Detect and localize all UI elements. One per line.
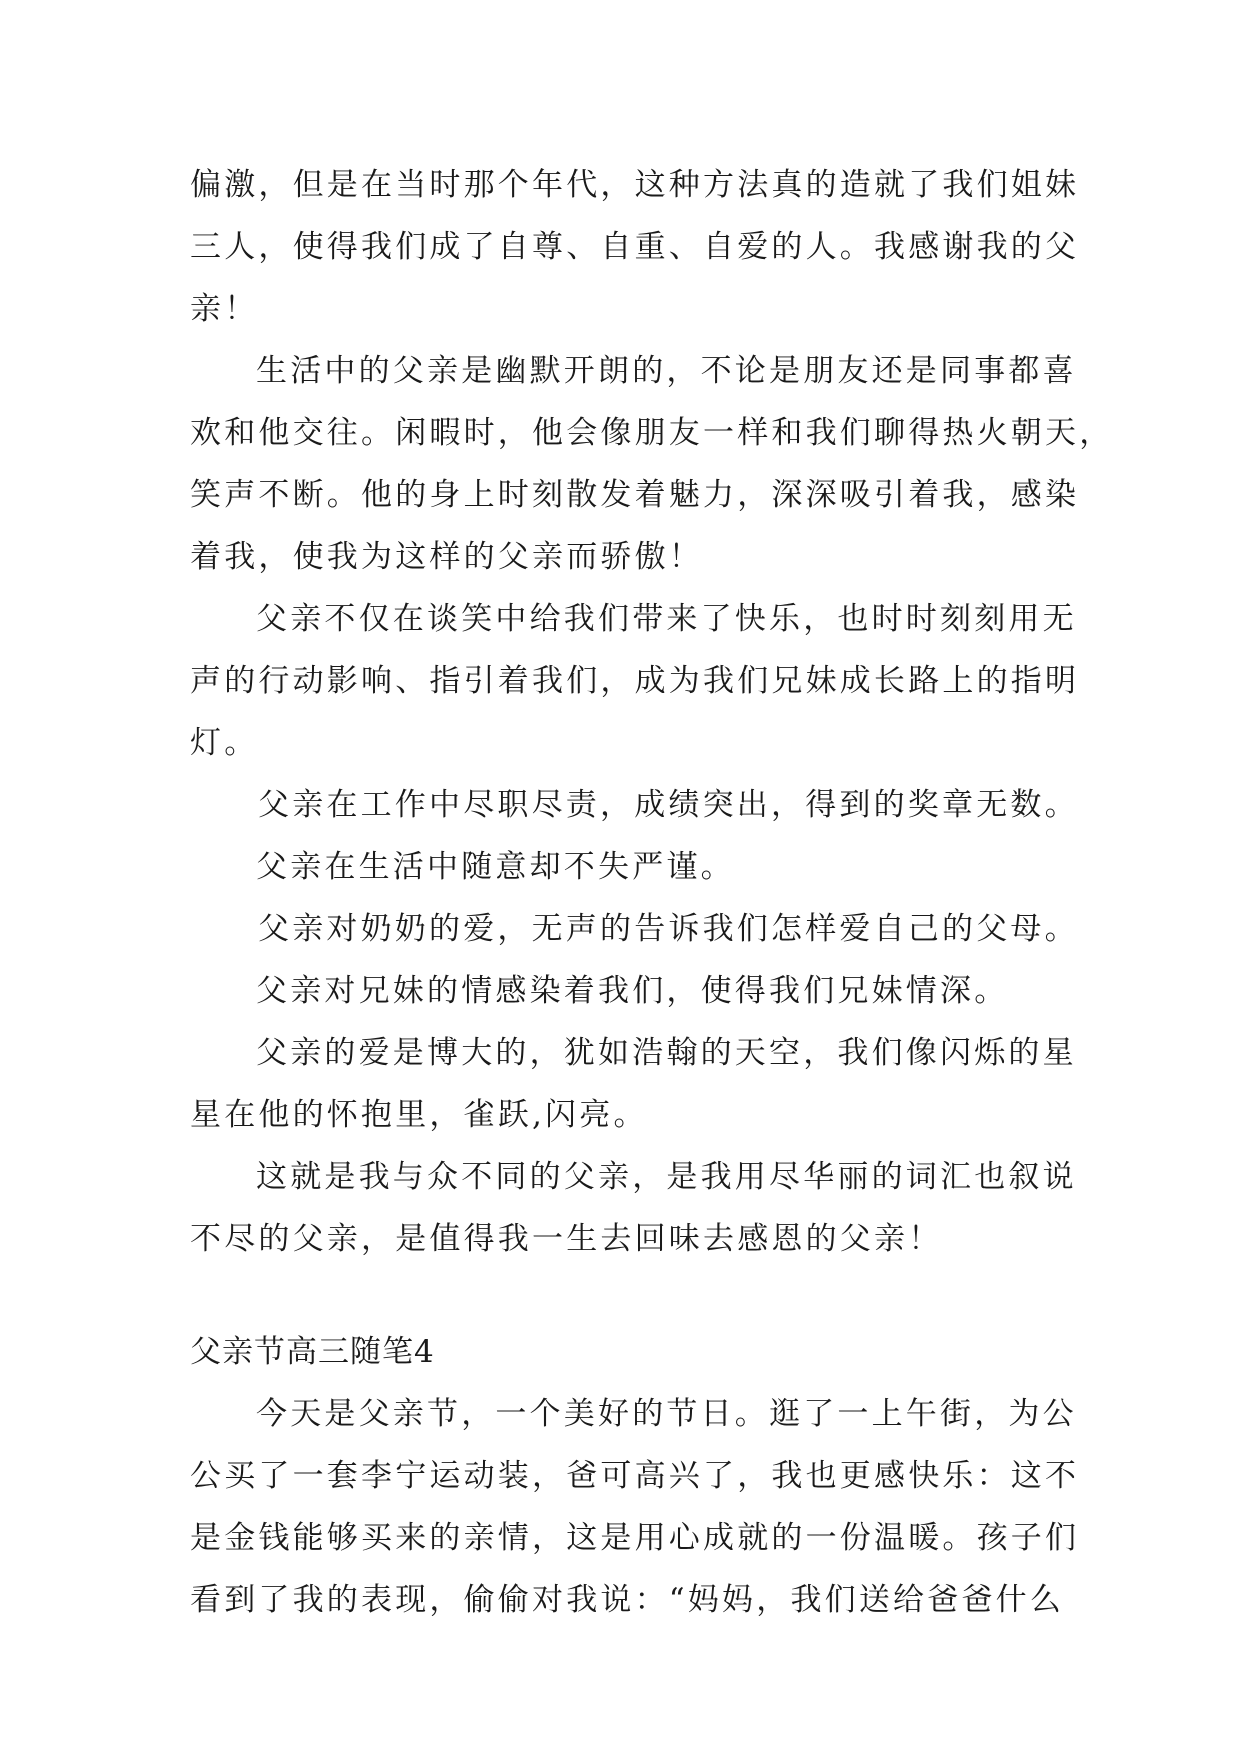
paragraph-first-line: 父亲的爱是博大的，犹如浩翰的天空，我们像闪烁的星 xyxy=(256,1035,1077,1071)
text-line: 声的行动影响、指引着我们，成为我们兄妹成长路上的指明 xyxy=(190,663,1080,699)
text-line: 欢和他交往。闲暇时，他会像朋友一样和我们聊得热火朝天， xyxy=(190,415,1114,451)
text-line: 看到了我的表现，偷偷对我说：“妈妈，我们送给爸爸什么 xyxy=(190,1582,1065,1618)
text-line: 是金钱能够买来的亲情，这是用心成就的一份温暖。孩子们 xyxy=(190,1520,1080,1556)
paragraph-first-line: 父亲不仅在谈笑中给我们带来了快乐，也时时刻刻用无 xyxy=(256,601,1077,637)
paragraph-first-line: 父亲在生活中随意却不失严谨。 xyxy=(256,849,735,885)
text-line: 亲！ xyxy=(190,291,259,327)
text-line: 三人，使得我们成了自尊、自重、自爱的人。我感谢我的父 xyxy=(190,229,1080,265)
paragraph-first-line: 生活中的父亲是幽默开朗的，不论是朋友还是同事都喜 xyxy=(256,353,1077,389)
paragraph-first-line: 这就是我与众不同的父亲，是我用尽华丽的词汇也叙说 xyxy=(256,1159,1077,1195)
text-line: 笑声不断。他的身上时刻散发着魅力，深深吸引着我，感染 xyxy=(190,477,1080,513)
text-line: 灯。 xyxy=(190,725,259,761)
paragraph-first-line: 父亲对兄妹的情感染着我们，使得我们兄妹情深。 xyxy=(256,973,1009,1009)
text-line: 公买了一套李宁运动装，爸可高兴了，我也更感快乐：这不 xyxy=(190,1458,1080,1494)
section-heading: 父亲节高三随笔4 xyxy=(190,1334,435,1370)
text-line: 不尽的父亲，是值得我一生去回味去感恩的父亲！ xyxy=(190,1221,943,1257)
text-line: 偏激，但是在当时那个年代，这种方法真的造就了我们姐妹 xyxy=(190,167,1080,203)
paragraph-first-line: 父亲对奶奶的爱，无声的告诉我们怎样爱自己的父母。 xyxy=(258,911,1079,947)
paragraph-first-line: 今天是父亲节，一个美好的节日。逛了一上午街，为公 xyxy=(256,1396,1077,1432)
text-line: 着我，使我为这样的父亲而骄傲！ xyxy=(190,539,703,575)
paragraph-first-line: 父亲在工作中尽职尽责，成绩突出，得到的奖章无数。 xyxy=(258,787,1079,823)
text-line: 星在他的怀抱里，雀跃,闪亮。 xyxy=(190,1097,648,1133)
